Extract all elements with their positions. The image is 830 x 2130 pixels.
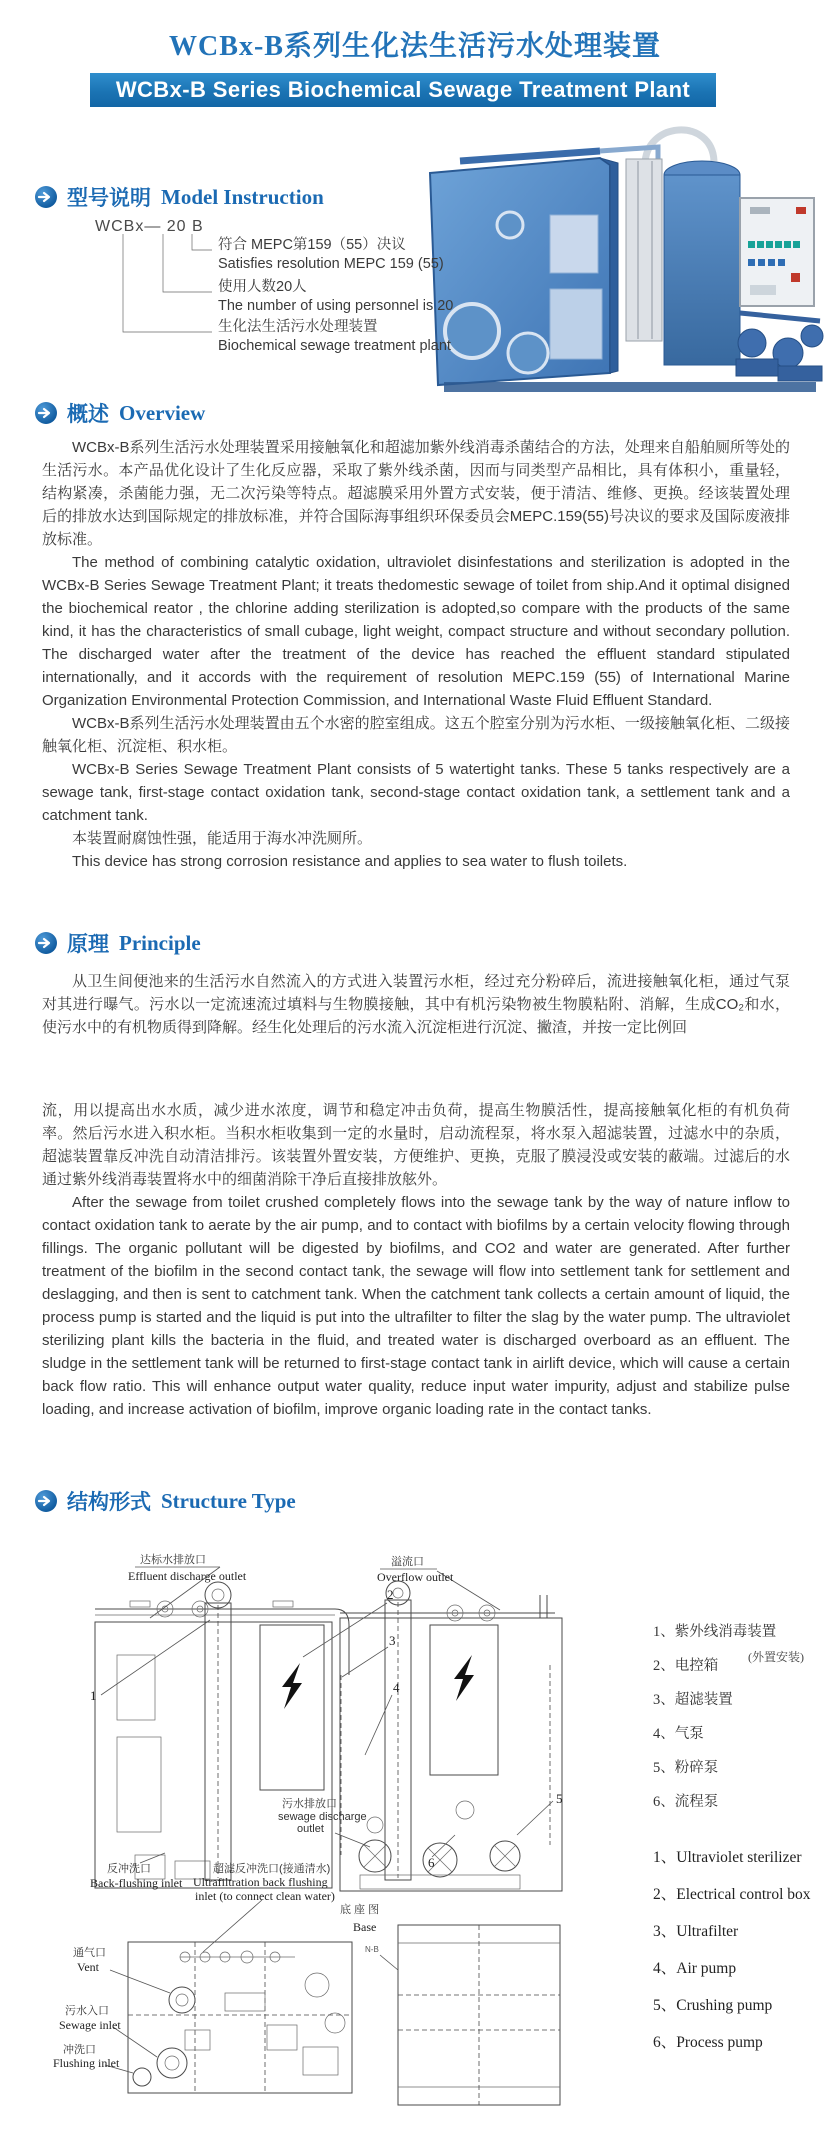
part-number-3: 3 — [389, 1633, 396, 1648]
section-header-model — [35, 182, 324, 212]
overview-paragraph-zh-1: WCBx-B系列生活污水处理装置采用接触氧化和超滤加紫外线消毒杀菌结合的方法，处理来自船舶厕所等处的生活污水。本产品优化设计了生化反应器，采取了紫外线杀菌，因而与同类型产品相比，具有体积小，重量轻，结构紧凑，杀菌能力强，无二次污染等特点。超滤膜采用外置方式安装，便于清洁、维修、更换。经该装置处理后的排放水达到国际规定的排放标准，并符合国际海事组织环保委员会MEPC.159(55)号决议的要求及国际废液排放标准。 — [42, 439, 790, 548]
principle-paragraph-zh-2: 流，用以提高出水水质，减少进水浓度，调节和稳定冲击负荷，提高生物膜活性，提高接触氧化柜的有机负荷率。然后污水进入积水柜。当积水柜收集到一定的水量时，启动流程泵，将水泵入超滤装置，过滤水中的杂质，超滤装置靠反冲洗自动清洁排污。该装置外置安装，方便维护、更换，克服了膜浸没或安装的蔽端。过滤后的水通过紫外线消毒装置将水中的细菌消除干净后直接排放舷外。 — [42, 1102, 790, 1188]
model-branch-2 — [218, 278, 453, 316]
overview-paragraph-en-3: This device has strong corrosion resistance and applies to sea water to flush toilets. — [72, 853, 628, 870]
arrow-bullet-icon — [35, 402, 57, 424]
legend-en-item-1: 1、Ultraviolet sterilizer — [653, 1849, 802, 1866]
product-photo — [400, 103, 825, 395]
part-number-2: 2 — [387, 1587, 394, 1602]
part-number-5: 5 — [556, 1791, 563, 1806]
arrow-bullet-icon — [35, 932, 57, 954]
part-number-1: 1 — [90, 1688, 97, 1703]
label-vent-zh: 通气口 — [73, 1947, 106, 1959]
legend-english — [653, 1845, 830, 2067]
overview-paragraph-en-1: The method of combining catalytic oxidation, ultraviolet disinfestations and sterilization is adopted in the WCBx-B Series Sewage Treatment Plant; it treats thedomestic sewage of toilet from ship.And it optimal disigned the biochemical reator , the chlorine adding sterilization is adopted,so compare with the products of the same kind, it has the characteristics of small cubage, light weight, compact structure and without secondary pollution. The discharged water after the treatment of the device has reached the effluent standard stipulated internationally, and it accords with the requirement of resolution MEPC.159 (55) of International Marine Organization Environmental Protection Commission, and International Waste Fluid Effluent Standard. — [42, 554, 790, 709]
legend-en-item-6: 6、Process pump — [653, 2034, 763, 2051]
label-back-flushing-en: Back-flushing inlet — [90, 1876, 183, 1890]
label-base-en: Base — [353, 1920, 377, 1934]
label-vent-en: Vent — [77, 1960, 99, 1974]
legend-zh-item-3: 3、超滤装置 — [653, 1692, 733, 1708]
label-flushing-inlet-en: Flushing inlet — [53, 2056, 120, 2070]
legend-zh-item-6: 6、流程泵 — [653, 1794, 719, 1810]
model-branch-lines — [95, 234, 225, 344]
label-uf-back-flushing-zh: 超滤反冲洗口(接通清水) — [213, 1863, 331, 1875]
legend-external-install-note: (外置安装) — [748, 1650, 804, 1664]
structure-drawings — [35, 1525, 640, 2130]
legend-en-item-5: 5、Crushing pump — [653, 1997, 773, 2014]
model-branch-1-zh: 符合 MEPC第159（55）决议 — [218, 237, 406, 253]
section-header-structure — [35, 1486, 296, 1516]
model-branch-3-zh: 生化法生活污水处理装置 — [218, 319, 378, 335]
section-title-overview-en: Overview — [119, 400, 206, 425]
section-title-model-zh: 型号说明 — [67, 187, 151, 210]
label-effluent-outlet-en: Effluent discharge outlet — [128, 1569, 247, 1583]
label-overflow-outlet-en: Overflow outlet — [377, 1570, 454, 1584]
overview-paragraph-en-2: WCBx-B Series Sewage Treatment Plant consists of 5 watertight tanks. These 5 tanks respectively are a sewage tank, first-stage contact oxidation tank, second-stage contact oxidation tank, a settlement tank and a catchment tank. — [42, 761, 790, 824]
legend-en-item-2: 2、Electrical control box — [653, 1886, 811, 1903]
arrow-bullet-icon — [35, 1490, 57, 1512]
legend-zh-item-4: 4、气泵 — [653, 1726, 704, 1742]
model-branch-2-en: The number of using personnel is 20 — [218, 298, 454, 314]
legend-zh-item-2: 2、电控箱 — [653, 1658, 719, 1674]
model-branch-3 — [218, 318, 451, 356]
label-sewage-inlet-en: Sewage inlet — [59, 2018, 121, 2032]
title-banner: WCBx-B Series Biochemical Sewage Treatment Plant — [90, 73, 716, 107]
arrow-bullet-icon — [35, 186, 57, 208]
overview-paragraph-zh-3: 本装置耐腐蚀性强，能适用于海水冲洗厕所。 — [72, 830, 373, 847]
label-sewage-discharge-en1: sewage discharge — [278, 1811, 367, 1823]
principle-paragraph-zh-1: 从卫生间便池来的生活污水自然流入的方式进入装置污水柜，经过充分粉碎后，流进接触氧化柜，通过气泵对其进行曝气。污水以一定流速流过填料与生物膜接触，其中有机污染物被生物膜粘附、消解，生成CO₂和水，使污水中的有机物质得到降解。经生化处理后的污水流入沉淀柜进行沉淀、撇渣，并按一定比例回 — [42, 973, 790, 1036]
section-header-principle — [35, 928, 201, 958]
legend-zh-item-5: 5、粉碎泵 — [653, 1760, 719, 1776]
model-branch-3-en: Biochemical sewage treatment plant — [218, 338, 451, 354]
sewage-plant-photo-illustration — [400, 103, 825, 395]
legend-en-item-4: 4、Air pump — [653, 1960, 737, 1977]
label-base-zh: 底 座 图 — [340, 1904, 380, 1916]
legend-en-item-3: 3、Ultrafilter — [653, 1923, 739, 1940]
label-effluent-outlet-zh: 达标水排放口 — [140, 1554, 206, 1566]
label-uf-back-flushing-en2: inlet (to connect clean water) — [195, 1889, 335, 1903]
label-flushing-inlet-zh: 冲洗口 — [63, 2044, 96, 2056]
model-branch-1-en: Satisfies resolution MEPC 159 (55) — [218, 256, 444, 272]
principle-paragraph-en: After the sewage from toilet crushed completely flows into the sewage tank by the way of nature inflow to contact oxidation tank to aerate by the air pump, and to contact with biofilms by a certain velocity flowing through fillings. The organic pollutant will be digested by biofilms, and CO2 and water are generated. After further treatment of the biofilm in the second contact tank, the sewage will flow into settlement tank for settlement and deslagging, and then is sent to catchment tank. When the catchment tank collects a certain amount of liquid, the process pump is started and the liquid is put into the ultrafilter to filter the slag by the water pump. The ultraviolet sterilizing plant kills the bacteria in the fluid, and treated water is discharged overboard as an effluent. The sludge in the settlement tank will be returned to first-stage contact tank in airlift device, which will cause a certain back flow ratio. This will enhance output water quality, reduce input water impurity, adjust and stabilize pulse loading, and increase activation of biofilm, improve organic loading rate in the contact tanks. — [42, 1194, 790, 1418]
page-title: WCBx-B系列生化法生活污水处理装置 — [169, 31, 661, 62]
section-title-overview-zh: 概述 — [67, 403, 109, 426]
label-overflow-outlet-zh: 溢流口 — [391, 1556, 424, 1568]
overview-body — [42, 436, 790, 873]
section-title-structure-zh: 结构形式 — [67, 1491, 151, 1514]
model-branch-1 — [218, 236, 444, 274]
label-sewage-inlet-zh: 污水入口 — [65, 2005, 109, 2017]
label-sewage-discharge-zh: 污水排放口 — [282, 1798, 337, 1810]
label-sewage-discharge-en2: outlet — [297, 1823, 324, 1835]
part-number-6: 6 — [428, 1855, 435, 1870]
section-header-overview — [35, 398, 205, 428]
label-back-flushing-zh: 反冲洗口 — [107, 1863, 151, 1875]
section-title-principle-zh: 原理 — [67, 933, 109, 956]
label-section-mark: N-B — [365, 1945, 379, 1954]
overview-paragraph-zh-2: WCBx-B系列生活污水处理装置由五个水密的腔室组成。这五个腔室分别为污水柜、一级接触氧化柜、二级接触氧化柜、沉淀柜、积水柜。 — [42, 715, 790, 755]
section-title-principle-en: Principle — [119, 930, 201, 955]
part-number-4: 4 — [393, 1680, 400, 1695]
section-title-model-en: Model Instruction — [161, 184, 324, 209]
principle-body — [42, 970, 790, 1421]
section-title-structure-en: Structure Type — [161, 1488, 296, 1513]
legend-zh-item-1: 1、紫外线消毒装置 — [653, 1624, 777, 1640]
model-code: WCBx— 20 B — [95, 218, 204, 235]
model-branch-2-zh: 使用人数20人 — [218, 279, 307, 295]
label-uf-back-flushing-en1: Ultrafiltration back flushing — [193, 1875, 328, 1889]
